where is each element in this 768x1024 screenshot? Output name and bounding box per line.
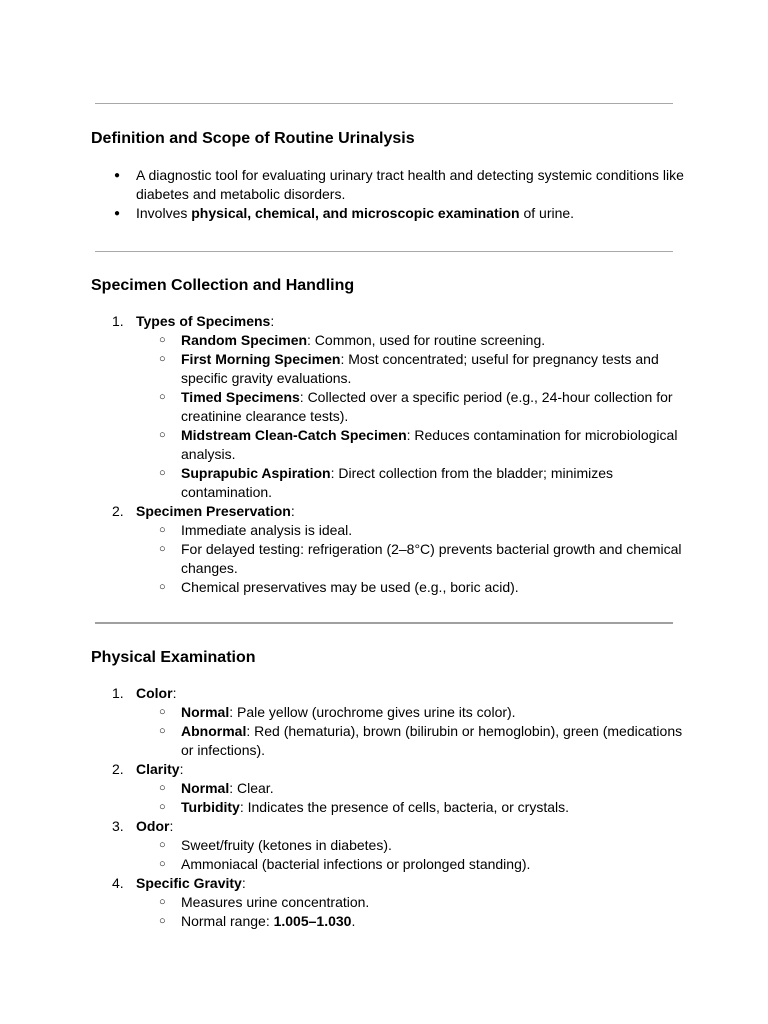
list-number: 1. (112, 313, 124, 329)
sub-text: : Common, used for routine screening. (307, 332, 546, 348)
sub-text: : Collected over a specific period (e.g., 24-hour collection for creatinine clearance tests). (181, 389, 673, 424)
item-label: Specific Gravity (136, 875, 242, 891)
item-label: Types of Specimens (136, 313, 271, 329)
sub-list (136, 836, 686, 874)
horizontal-rule (95, 103, 673, 104)
sub-text: Sweet/fruity (ketones in diabetes). (181, 837, 392, 853)
sub-text: Immediate analysis is ideal. (181, 522, 353, 538)
sub-bold-text: Normal (181, 780, 230, 796)
sub-bold-text: Timed Specimens (181, 389, 300, 405)
physical-exam-list (112, 684, 686, 931)
section-title-physical: Physical Examination (91, 649, 256, 666)
sub-text: : Reduces contamination for microbiological analysis. (181, 427, 678, 462)
list-number: 2. (112, 761, 124, 777)
sub-list (136, 779, 686, 817)
sub-text: For delayed testing: refrigeration (2–8°C) prevents bacterial growth and chemical changes. (181, 541, 682, 576)
list-number: 3. (112, 818, 124, 834)
sub-list-item (181, 426, 686, 464)
sub-list-item (181, 912, 686, 931)
sub-bold-text: Random Specimen (181, 332, 308, 348)
list-item (112, 760, 686, 817)
item-suffix: : (172, 685, 177, 701)
sub-list-item (181, 703, 686, 722)
bullet-text: of urine. (519, 205, 575, 221)
sub-bold-text: First Morning Specimen (181, 351, 341, 367)
sub-text: : Indicates the presence of cells, bacteria, or crystals. (239, 799, 569, 815)
item-label: Color (136, 685, 173, 701)
sub-list-item (181, 578, 686, 597)
sub-bold-text: 1.005–1.030 (273, 913, 352, 929)
sub-text: : Most concentrated; useful for pregnancy tests and specific gravity evaluations. (181, 351, 659, 386)
definition-bullet-list (136, 166, 686, 223)
item-suffix: : (290, 503, 295, 519)
sub-list-item (181, 331, 686, 350)
sub-bold-text: Midstream Clean-Catch Specimen (181, 427, 407, 443)
sub-list-item (181, 722, 686, 760)
list-item (112, 684, 686, 760)
item-label: Clarity (136, 761, 180, 777)
sub-text: . (351, 913, 356, 929)
bullet-text: A diagnostic tool for evaluating urinary tract health and detecting systemic conditions like diabetes and metabolic disorders. (136, 167, 684, 202)
item-suffix: : (179, 761, 184, 777)
sub-list-item (181, 388, 686, 426)
section-title-specimen: Specimen Collection and Handling (91, 277, 355, 294)
sub-text: Ammoniacal (bacterial infections or prolonged standing). (181, 856, 531, 872)
sub-list-item (181, 836, 686, 855)
item-suffix: : (270, 313, 275, 329)
item-label: Specimen Preservation (136, 503, 291, 519)
sub-text: : Red (hematuria), brown (bilirubin or hemoglobin), green (medications or infections). (181, 723, 683, 758)
sub-text: Measures urine concentration. (181, 894, 370, 910)
sub-list-item (181, 540, 686, 578)
sub-text: : Clear. (229, 780, 274, 796)
list-item (112, 817, 686, 874)
list-item (136, 204, 686, 223)
sub-text: Normal range: (181, 913, 274, 929)
list-item (112, 312, 686, 502)
sub-list (136, 521, 686, 597)
item-suffix: : (169, 818, 174, 834)
item-label: Odor (136, 818, 170, 834)
list-item (136, 166, 686, 204)
list-item (112, 874, 686, 931)
sub-bold-text: Suprapubic Aspiration (181, 465, 331, 481)
sub-list-item (181, 855, 686, 874)
sub-list-item (181, 464, 686, 502)
sub-list-item (181, 779, 686, 798)
list-item (112, 502, 686, 597)
sub-bold-text: Abnormal (181, 723, 247, 739)
sub-bold-text: Normal (181, 704, 230, 720)
sub-list (136, 703, 686, 760)
list-number: 2. (112, 503, 124, 519)
sub-text: : Direct collection from the bladder; minimizes contamination. (181, 465, 614, 500)
sub-bold-text: Turbidity (181, 799, 240, 815)
sub-text: : Pale yellow (urochrome gives urine its color). (229, 704, 516, 720)
bullet-bold-text: physical, chemical, and microscopic examination (191, 205, 520, 221)
sub-list-item (181, 350, 686, 388)
sub-list-item (181, 798, 686, 817)
bullet-text: Involves (136, 205, 192, 221)
section-title-definition: Definition and Scope of Routine Urinalysis (91, 130, 415, 147)
sub-list-item (181, 521, 686, 540)
specimen-list (112, 312, 686, 597)
sub-text: Chemical preservatives may be used (e.g., boric acid). (181, 579, 519, 595)
list-number: 4. (112, 875, 124, 891)
horizontal-rule (95, 622, 673, 624)
sub-list-item (181, 893, 686, 912)
sub-list (136, 331, 686, 502)
item-suffix: : (241, 875, 246, 891)
horizontal-rule (95, 251, 673, 252)
sub-list (136, 893, 686, 931)
list-number: 1. (112, 685, 124, 701)
